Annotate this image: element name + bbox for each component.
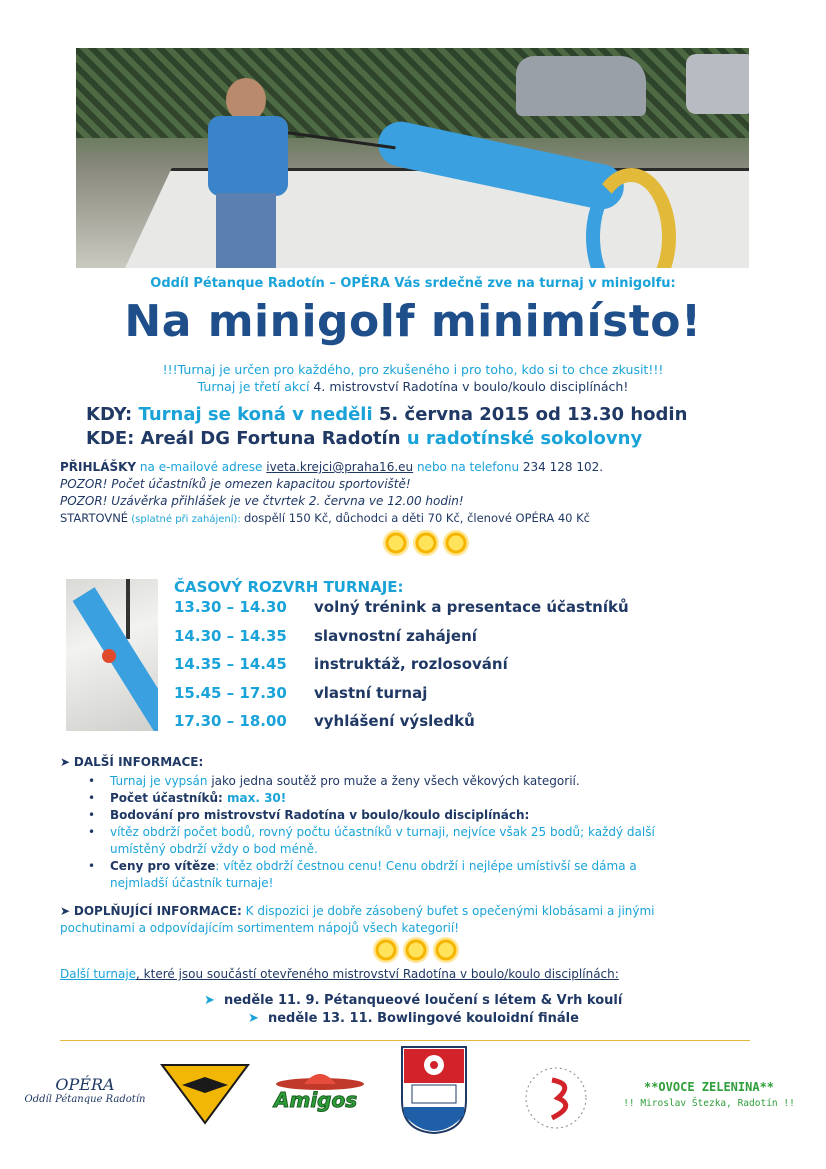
sun-icon xyxy=(413,530,439,556)
list-item: • Ceny pro vítěze: vítěz obdrží čestnou cenu! Cenu obdrží i nejlépe umístivší se dáma a nejmladší účastník turnaje! xyxy=(110,858,770,892)
course-photo xyxy=(66,579,158,731)
subtitle-everyone: !!!Turnaj je určen pro každého, pro zkušeného i pro toho, kdo si to chce zkusit!!! xyxy=(162,362,664,377)
other-tournaments-line: Další turnaje, které jsou součástí otevřeného mistrovství Radotína v boulo/koulo disciplínách: xyxy=(60,967,619,981)
more-info-heading: ➤ DALŠÍ INFORMACE: xyxy=(60,755,204,769)
list-item: • Turnaj je vypsán jako jedna soutěž pro muže a ženy všech věkových kategorií. xyxy=(110,773,770,790)
list-item: • Počet účastníků: max. 30! xyxy=(110,790,770,807)
opera-logo: OPÉRA Oddíl Pétanque Radotín xyxy=(24,1075,146,1105)
amigos-logo: Amigos xyxy=(270,1068,370,1118)
other-tournaments-link[interactable]: Další turnaje xyxy=(60,967,137,981)
tappan-logo xyxy=(160,1063,250,1125)
sun-icon xyxy=(403,937,429,963)
sun-icon xyxy=(443,530,469,556)
divider xyxy=(60,1040,750,1041)
schedule-row: 17.30 – 18.00 vyhlášení výsledků xyxy=(174,712,475,730)
schedule-row: 13.30 – 14.30 volný trénink a presentace účastníků xyxy=(174,598,629,616)
radotin-coat-of-arms xyxy=(400,1045,468,1135)
arrow-right-icon: ➤ xyxy=(248,1011,259,1026)
subtitle-series: Turnaj je třetí akcí 4. mistrovství Radotína v boulo/koulo disciplínách! xyxy=(197,379,629,394)
beach-bar-logo xyxy=(516,1058,596,1138)
list-item: • vítěz obdrží počet bodů, rovný počtu účastníků v turnaji, nejvíce však 25 bodů; každý další umístěný obdrží vždy o bod méně. xyxy=(110,824,770,858)
schedule-row: 14.35 – 14.45 instruktáž, rozlosování xyxy=(174,655,508,673)
event-2: ➤ neděle 13. 11. Bowlingové kouloidní finále xyxy=(248,1011,579,1026)
sombrero-icon xyxy=(270,1068,370,1090)
arrow-right-icon: ➤ xyxy=(60,755,71,769)
email-link[interactable]: iveta.krejci@praha16.eu xyxy=(266,460,414,474)
arrow-right-icon: ➤ xyxy=(60,904,71,918)
sun-icon xyxy=(383,530,409,556)
ovoce-zelenina-logo: **OVOCE ZELENINA** !! Miroslav Štezka, Radotín !! xyxy=(623,1080,795,1109)
supplement-block: ➤ DOPLŇUJÍCÍ INFORMACE: K dispozici je dobře zásobený bufet s opečenými klobásami a jinými pochutinami a odpovídajícím sortimentem nápojů všech kategorií! xyxy=(60,904,655,935)
warning-deadline: POZOR! Uzávěrka přihlášek je ve čtvrtek 2. června ve 12.00 hodin! xyxy=(60,494,464,508)
sun-icon xyxy=(373,937,399,963)
sun-divider-2 xyxy=(373,937,459,963)
page-title: Na minigolf minimísto! xyxy=(124,296,702,347)
schedule-title: ČASOVÝ ROZVRH TURNAJE: xyxy=(174,578,404,596)
entry-fee-line: STARTOVNÉ (splatné při zahájení): dospělí 150 Kč, důchodci a děti 70 Kč, členové OPÉRA 40 Kč xyxy=(60,511,590,525)
where-line: KDE: Areál DG Fortuna Radotín u radotínské sokolovny xyxy=(86,428,643,449)
list-item: • Bodování pro mistrovství Radotína v boulo/koulo disciplínách: xyxy=(110,807,770,824)
arrow-right-icon: ➤ xyxy=(204,993,215,1008)
schedule-row: 15.45 – 17.30 vlastní turnaj xyxy=(174,684,428,702)
sun-icon xyxy=(433,937,459,963)
schedule-row: 14.30 – 14.35 slavnostní zahájení xyxy=(174,627,477,645)
warning-capacity: POZOR! Počet účastníků je omezen kapacitou sportoviště! xyxy=(60,477,411,491)
invite-line: Oddíl Pétanque Radotín – OPÉRA Vás srdečně zve na turnaj v minigolfu: xyxy=(150,276,676,291)
registration-line: PŘIHLÁŠKY na e-mailové adrese iveta.krejci@praha16.eu nebo na telefonu 234 128 102. xyxy=(60,460,604,474)
sun-divider-1 xyxy=(383,530,469,556)
when-line: KDY: Turnaj se koná v neděli 5. června 2015 od 13.30 hodin xyxy=(86,404,688,425)
event-1: ➤ neděle 11. 9. Pétanqueové loučení s létem & Vrh koulí xyxy=(204,993,623,1008)
more-info-list xyxy=(110,773,770,892)
hero-photo xyxy=(76,48,749,268)
